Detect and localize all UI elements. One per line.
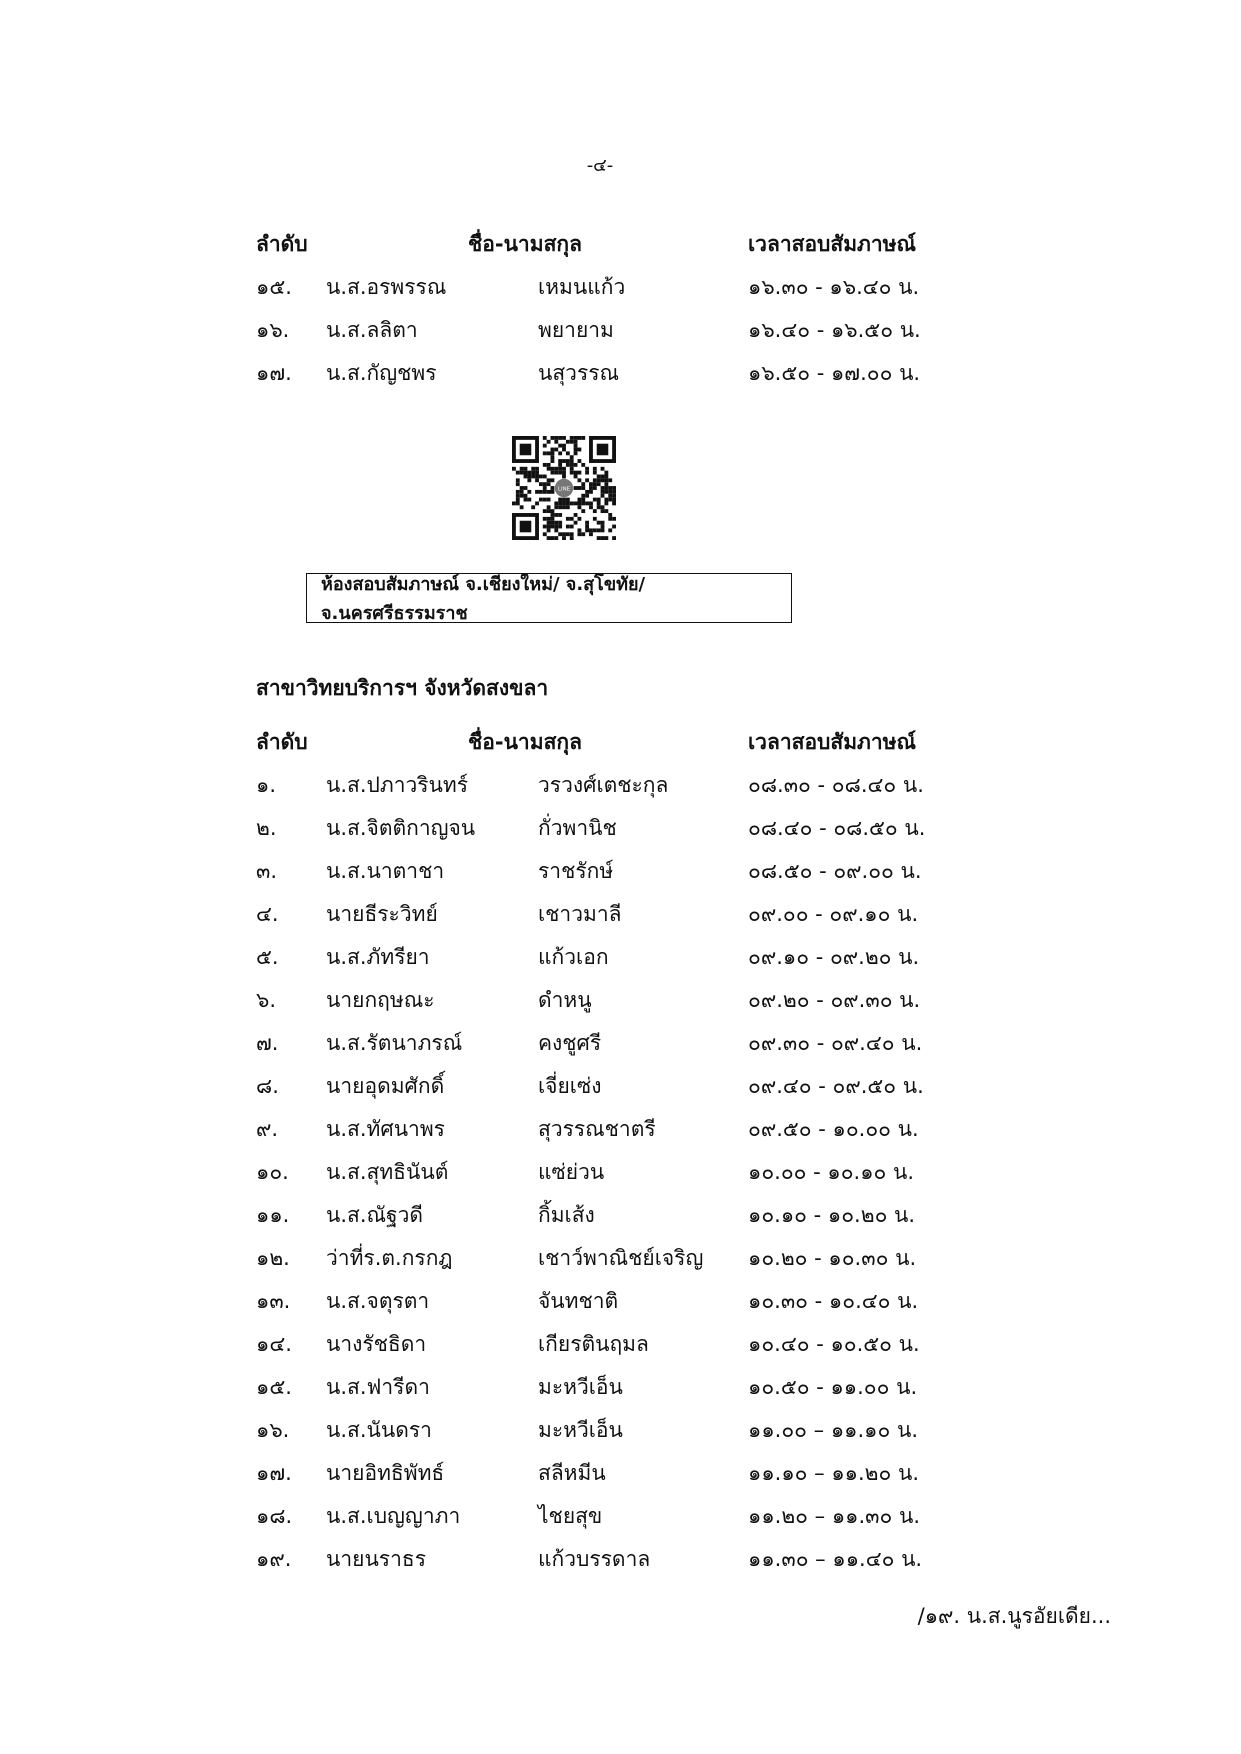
last-name: เชาว์พาณิชย์เจริญ [538, 1246, 704, 1270]
header-time: เวลาสอบสัมภาษณ์ [748, 232, 917, 256]
table-row [256, 1107, 956, 1150]
interview-room-box: ห้องสอบสัมภาษณ์ จ.เชียงใหม่/ จ.สุโขทัย/ จ.นครศรีธรรมราช [306, 573, 792, 623]
first-name: น.ส.จิตติกาญจน [326, 816, 476, 840]
first-name: น.ส.รัตนาภรณ์ [326, 1031, 463, 1055]
interview-time: ๐๙.๐๐ - ๐๙.๑๐ น. [748, 902, 919, 926]
last-name: กิ้มเส้ง [538, 1203, 595, 1227]
first-name: น.ส.สุทธินันต์ [326, 1160, 449, 1184]
last-name: มะหวีเอ็น [538, 1375, 623, 1399]
interview-time: ๐๘.๓๐ - ๐๘.๔๐ น. [748, 773, 924, 797]
row-number: ๑๑. [256, 1203, 290, 1227]
header-name: ชื่อ-นามสกุล [468, 730, 582, 754]
row-number: ๑๐. [256, 1160, 289, 1184]
row-number: ๑. [256, 773, 277, 797]
row-number: ๑๙. [256, 1547, 292, 1571]
first-name: น.ส.ภัทรียา [326, 945, 430, 969]
row-number: ๑๖. [256, 318, 290, 342]
table-row [256, 351, 956, 394]
row-number: ๑๒. [256, 1246, 290, 1270]
row-number: ๑๗. [256, 1461, 292, 1485]
table-row [256, 806, 956, 849]
table-row [256, 308, 956, 351]
last-name: พยายาม [538, 318, 614, 342]
row-number: ๖. [256, 988, 277, 1012]
row-number: ๑๕. [256, 1375, 292, 1399]
last-name: สุวรรณชาตรี [538, 1117, 656, 1141]
table-header [256, 720, 956, 763]
line-qr-code [512, 434, 616, 542]
last-name: สลีหมีน [538, 1461, 606, 1485]
table-row [256, 1064, 956, 1107]
interview-time: ๑๐.๐๐ - ๑๐.๑๐ น. [748, 1160, 915, 1184]
header-name: ชื่อ-นามสกุล [468, 232, 582, 256]
row-number: ๗. [256, 1031, 279, 1055]
interview-time: ๐๙.๕๐ - ๑๐.๐๐ น. [748, 1117, 919, 1141]
last-name: แซ่ย่วน [538, 1160, 605, 1184]
first-name: นางรัชธิดา [326, 1332, 427, 1356]
first-name: น.ส.กัญชพร [326, 361, 437, 385]
interview-time: ๑๖.๓๐ - ๑๖.๔๐ น. [748, 275, 920, 299]
last-name: แก้วเอก [538, 945, 609, 969]
table-header [256, 222, 956, 265]
first-name: น.ส.นาตาชา [326, 859, 445, 883]
first-name: นายธีระวิทย์ [326, 902, 438, 926]
last-name: เหมนแก้ว [538, 275, 626, 299]
first-name: น.ส.ลลิตา [326, 318, 418, 342]
last-name: นสุวรรณ [538, 361, 620, 385]
table-row [256, 978, 956, 1021]
last-name: แก้วบรรดาล [538, 1547, 651, 1571]
first-name: น.ส.นันดรา [326, 1418, 432, 1442]
header-no: ลำดับ [256, 232, 308, 256]
table-row [256, 849, 956, 892]
line-logo-text: LINE [558, 486, 570, 493]
first-name: นายนราธร [326, 1547, 426, 1571]
interview-time: ๐๘.๕๐ - ๐๙.๐๐ น. [748, 859, 922, 883]
interview-time: ๐๘.๔๐ - ๐๘.๕๐ น. [748, 816, 926, 840]
first-name: นายกฤษณะ [326, 988, 435, 1012]
first-name: น.ส.อรพรรณ [326, 275, 447, 299]
interview-time: ๐๙.๔๐ - ๐๙.๕๐ น. [748, 1074, 924, 1098]
interview-time: ๑๑.๓๐ – ๑๑.๔๐ น. [748, 1547, 923, 1571]
interview-time: ๑๖.๔๐ - ๑๖.๕๐ น. [748, 318, 921, 342]
last-name: คงชูศรี [538, 1031, 602, 1055]
last-name: จันทชาติ [538, 1289, 619, 1313]
interview-time: ๑๐.๑๐ - ๑๐.๒๐ น. [748, 1203, 916, 1227]
table-row [256, 1236, 956, 1279]
table-row [256, 1537, 956, 1580]
interview-table-2 [256, 720, 956, 1580]
interview-time: ๑๑.๒๐ – ๑๑.๓๐ น. [748, 1504, 921, 1528]
interview-time: ๑๐.๓๐ - ๑๐.๔๐ น. [748, 1289, 919, 1313]
row-number: ๕. [256, 945, 279, 969]
row-number: ๑๘. [256, 1504, 293, 1528]
table-row [256, 1193, 956, 1236]
interview-time: ๐๙.๓๐ - ๐๙.๔๐ น. [748, 1031, 923, 1055]
row-number: ๑๖. [256, 1418, 290, 1442]
row-number: ๑๔. [256, 1332, 292, 1356]
first-name: น.ส.ณัฐวดี [326, 1203, 424, 1227]
table-row [256, 1494, 956, 1537]
row-number: ๙. [256, 1117, 279, 1141]
table-row [256, 892, 956, 935]
last-name: ดำหนู [538, 988, 592, 1012]
last-name: ราชรักษ์ [538, 859, 614, 883]
table-row [256, 1408, 956, 1451]
interview-time: ๑๖.๕๐ - ๑๗.๐๐ น. [748, 361, 921, 385]
row-number: ๘. [256, 1074, 279, 1098]
first-name: นายอิทธิพัทธ์ [326, 1461, 445, 1485]
table-row [256, 1150, 956, 1193]
interview-time: ๐๙.๑๐ - ๐๙.๒๐ น. [748, 945, 920, 969]
last-name: เชาวมาลี [538, 902, 622, 926]
row-number: ๑๗. [256, 361, 292, 385]
last-name: เกียรตินฤมล [538, 1332, 649, 1356]
last-name: วรวงศ์เตชะกุล [538, 773, 669, 797]
interview-time: ๑๐.๕๐ - ๑๑.๐๐ น. [748, 1375, 918, 1399]
table-row [256, 1451, 956, 1494]
interview-time: ๑๑.๑๐ – ๑๑.๒๐ น. [748, 1461, 920, 1485]
table-row [256, 935, 956, 978]
interview-time: ๐๙.๒๐ - ๐๙.๓๐ น. [748, 988, 921, 1012]
row-number: ๓. [256, 859, 278, 883]
last-name: ไชยสุข [538, 1504, 603, 1528]
last-name: มะหวีเอ็น [538, 1418, 623, 1442]
first-name: นายอุดมศักดิ์ [326, 1074, 445, 1098]
header-no: ลำดับ [256, 730, 308, 754]
first-name: น.ส.ทัศนาพร [326, 1117, 445, 1141]
interview-time: ๑๐.๒๐ - ๑๐.๓๐ น. [748, 1246, 917, 1270]
first-name: น.ส.จตุรตา [326, 1289, 430, 1313]
last-name: เจี่ยเซ่ง [538, 1074, 602, 1098]
first-name: น.ส.ปภาวรินทร์ [326, 773, 469, 797]
first-name: ว่าที่ร.ต.กรกฎ [326, 1246, 453, 1270]
section-title: สาขาวิทยบริการฯ จังหวัดสงขลา [256, 676, 549, 700]
interview-table-1 [256, 222, 956, 394]
row-number: ๑๓. [256, 1289, 291, 1313]
table-row [256, 1322, 956, 1365]
page-number: -๔- [586, 155, 614, 176]
table-row [256, 763, 956, 806]
interview-time: ๑๑.๐๐ – ๑๑.๑๐ น. [748, 1418, 919, 1442]
table-row [256, 1365, 956, 1408]
continuation-note: /๑๙. น.ส.นูรอัยเดีย... [917, 1604, 1111, 1628]
first-name: น.ส.ฟารีดา [326, 1375, 430, 1399]
table-row [256, 1021, 956, 1064]
header-time: เวลาสอบสัมภาษณ์ [748, 730, 917, 754]
table-row [256, 1279, 956, 1322]
row-number: ๑๕. [256, 275, 292, 299]
interview-time: ๑๐.๔๐ - ๑๐.๕๐ น. [748, 1332, 920, 1356]
first-name: น.ส.เบญญาภา [326, 1504, 461, 1528]
table-row [256, 265, 956, 308]
row-number: ๔. [256, 902, 279, 926]
row-number: ๒. [256, 816, 277, 840]
last-name: กั่วพานิช [538, 816, 617, 840]
